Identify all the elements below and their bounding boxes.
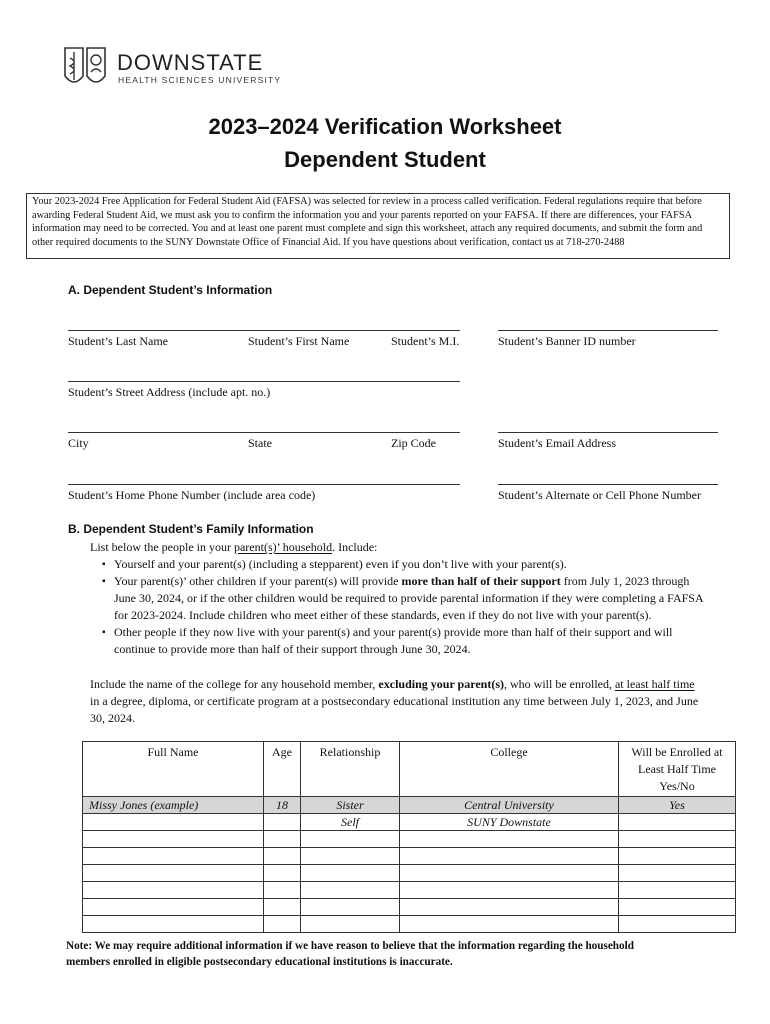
cell-name[interactable]: [83, 831, 264, 848]
banner-id-field-line[interactable]: [498, 330, 718, 331]
zip-label: Zip Code: [391, 436, 436, 450]
cell-enrolled[interactable]: [619, 916, 736, 933]
alt-phone-field-line[interactable]: [498, 484, 718, 485]
cell-name: Missy Jones (example): [83, 797, 264, 814]
state-label: State: [248, 436, 272, 450]
list-item: ▪ Other people if they now live with your parent(s) and your parent(s) provide more than half of their support and will continue to provide more than half of their support through June 30, 2024.: [102, 624, 742, 658]
table-row[interactable]: [83, 831, 736, 848]
table-row[interactable]: [83, 916, 736, 933]
cell-age: 18: [264, 797, 301, 814]
cell-relationship[interactable]: [301, 899, 400, 916]
header-college: College: [400, 742, 619, 797]
household-list-intro: List below the people in your parent(s)’ household. Include:: [90, 540, 378, 554]
list-item: ▪ Yourself and your parent(s) (including a stepparent) even if you don’t live with your parent(s).: [102, 556, 742, 573]
cell-name[interactable]: [83, 899, 264, 916]
cell-age[interactable]: [264, 882, 301, 899]
cell-age[interactable]: [264, 814, 301, 831]
include-college-paragraph: Include the name of the college for any household member, excluding your parent(s), who will be enrolled, at least half time in a degree, diploma, or certificate program at a postsecondary educational institution any time between July 1, 2023, and June 30, 2024.: [90, 677, 699, 725]
banner-id-label: Student’s Banner ID number: [498, 334, 636, 348]
cell-enrolled[interactable]: [619, 899, 736, 916]
cell-age[interactable]: [264, 916, 301, 933]
city-state-zip-field-line[interactable]: [68, 432, 460, 433]
cell-enrolled[interactable]: [619, 882, 736, 899]
household-table: [82, 741, 736, 933]
intro-box: Your 2023-2024 Free Application for Federal Student Aid (FAFSA) was selected for review in a process called verification. Federal regulations require that before awarding Federal Student Aid, we must ask you to confirm the information you and your parents reported on your FAFSA. If there are differences, your FAFSA information may need to be corrected. You and at least one parent must complete and sign this worksheet, attach any required documents, and submit the form and other required documents to the SUNY Downstate Office of Financial Aid. If you have questions about verification, contact us at 718-270-2488: [26, 193, 730, 259]
cell-name[interactable]: [83, 814, 264, 831]
cell-enrolled[interactable]: [619, 814, 736, 831]
list-item: ▪ Your parent(s)’ other children if your parent(s) will provide more than half of their support from July 1, 2023 through June 30, 2024, or if the other children would be required to provide parental information if they were completing a FAFSA for 2023-2024. Include children who meet either of these standards, even if they do not live with your parent(s).: [102, 573, 742, 624]
cell-college[interactable]: [400, 848, 619, 865]
mi-label: Student’s M.I.: [391, 334, 460, 348]
downstate-seal-logo: [63, 46, 107, 90]
cell-relationship[interactable]: [301, 848, 400, 865]
table-row: [83, 797, 736, 814]
footnote: Note: We may require additional information if we have reason to believe that the information regarding the household members enrolled in eligible postsecondary educational institutions is inaccurate.: [66, 940, 634, 968]
org-name: DOWNSTATE: [117, 50, 264, 75]
cell-name[interactable]: [83, 848, 264, 865]
cell-college[interactable]: [400, 865, 619, 882]
alt-phone-label: Student’s Alternate or Cell Phone Number: [498, 488, 701, 502]
table-row[interactable]: [83, 848, 736, 865]
page-title: 2023–2024 Verification Worksheet: [208, 114, 562, 139]
cell-college[interactable]: [400, 899, 619, 916]
cell-age[interactable]: [264, 831, 301, 848]
cell-enrolled[interactable]: [619, 865, 736, 882]
cell-name[interactable]: [83, 916, 264, 933]
header-full-name: Full Name: [83, 742, 264, 797]
header-age: Age: [264, 742, 301, 797]
city-label: City: [68, 436, 89, 450]
section-a-heading: A. Dependent Student’s Information: [68, 283, 273, 297]
page-subtitle: Dependent Student: [284, 147, 486, 172]
cell-college[interactable]: [400, 916, 619, 933]
cell-college: Central University: [400, 797, 619, 814]
cell-relationship[interactable]: [301, 916, 400, 933]
cell-relationship[interactable]: [301, 831, 400, 848]
cell-enrolled: Yes: [619, 797, 736, 814]
cell-college[interactable]: [400, 831, 619, 848]
table-row[interactable]: [83, 882, 736, 899]
section-b-heading: B. Dependent Student’s Family Information: [68, 522, 314, 536]
cell-relationship[interactable]: Self: [301, 814, 400, 831]
cell-age[interactable]: [264, 865, 301, 882]
header-enrolled: Will be Enrolled at Least Half Time Yes/No: [619, 742, 736, 797]
cell-college[interactable]: [400, 882, 619, 899]
table-row[interactable]: [83, 865, 736, 882]
first-name-label: Student’s First Name: [248, 334, 350, 348]
cell-enrolled[interactable]: [619, 831, 736, 848]
street-label: Student’s Street Address (include apt. no.): [68, 385, 271, 399]
cell-age[interactable]: [264, 899, 301, 916]
household-criteria-list: [102, 556, 742, 658]
cell-age[interactable]: [264, 848, 301, 865]
table-row[interactable]: [83, 899, 736, 916]
table-row[interactable]: [83, 814, 736, 831]
cell-relationship[interactable]: [301, 882, 400, 899]
home-phone-label: Student’s Home Phone Number (include area code): [68, 488, 316, 502]
header-relationship: Relationship: [301, 742, 400, 797]
cell-relationship[interactable]: [301, 865, 400, 882]
org-subtitle: HEALTH SCIENCES UNIVERSITY: [118, 75, 282, 85]
last-name-label: Student’s Last Name: [68, 334, 168, 348]
home-phone-field-line[interactable]: [68, 484, 460, 485]
cell-enrolled[interactable]: [619, 848, 736, 865]
cell-college[interactable]: SUNY Downstate: [400, 814, 619, 831]
cell-relationship: Sister: [301, 797, 400, 814]
cell-name[interactable]: [83, 865, 264, 882]
email-field-line[interactable]: [498, 432, 718, 433]
student-name-field-line[interactable]: [68, 330, 460, 331]
street-field-line[interactable]: [68, 381, 460, 382]
email-label: Student’s Email Address: [498, 436, 616, 450]
cell-name[interactable]: [83, 882, 264, 899]
